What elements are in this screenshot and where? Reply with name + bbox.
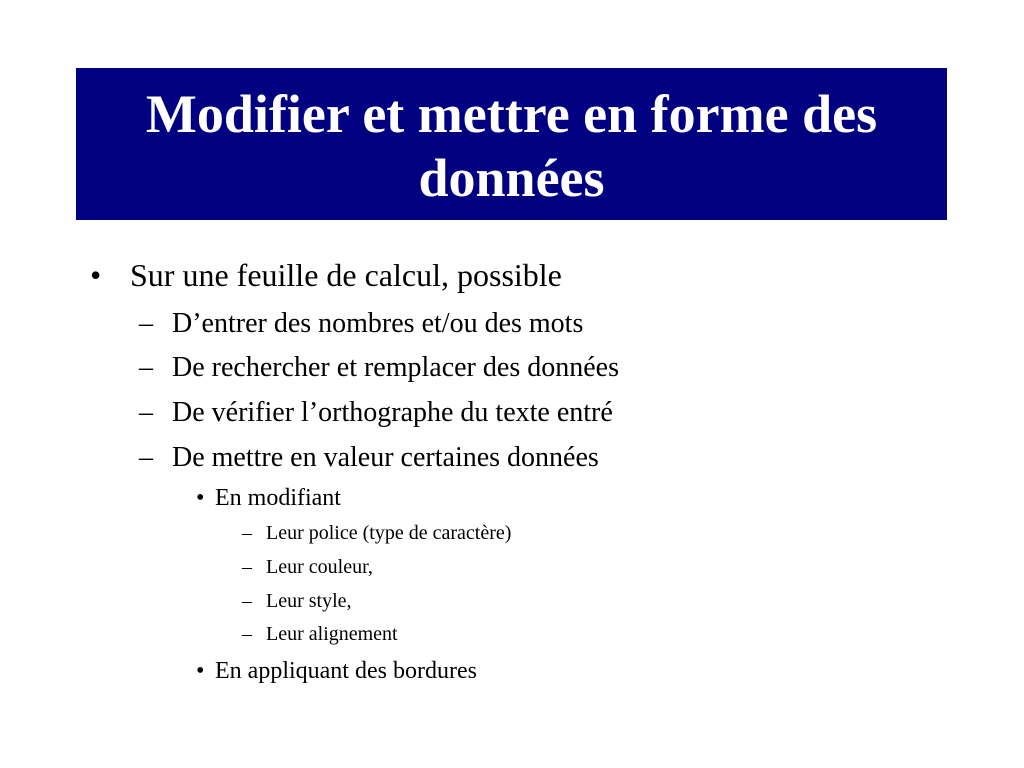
bullet-marker: • — [196, 485, 205, 511]
list-item — [242, 555, 373, 579]
bullet-marker: • — [196, 658, 205, 684]
bullet-marker: • — [90, 257, 102, 293]
list-item — [90, 256, 562, 294]
list-item — [139, 351, 619, 385]
list-item-text: Leur alignement — [266, 623, 398, 645]
dash-marker: – — [139, 397, 153, 428]
list-item-text: D’entrer des nombres et/ou des mots — [172, 308, 584, 339]
dash-marker: – — [242, 623, 252, 645]
dash-marker: – — [139, 442, 153, 473]
dash-marker: – — [139, 308, 153, 339]
list-item — [139, 441, 599, 475]
list-item — [196, 657, 477, 685]
list-item — [242, 622, 398, 646]
dash-marker: – — [139, 352, 153, 383]
list-item — [139, 307, 583, 341]
list-item-text: De mettre en valeur certaines données — [172, 442, 599, 473]
dash-marker: – — [242, 590, 252, 612]
list-item-text: Leur style, — [266, 590, 352, 612]
slide-title-line-2: données — [418, 148, 605, 208]
list-item — [139, 396, 613, 430]
dash-marker: – — [242, 556, 252, 578]
slide-title-line-1: Modifier et mettre en forme des — [145, 84, 878, 144]
dash-marker: – — [242, 522, 252, 544]
list-item-text: En appliquant des bordures — [215, 658, 477, 684]
list-item — [242, 589, 352, 613]
list-item — [242, 521, 511, 545]
list-item-text: Leur couleur, — [266, 556, 373, 578]
list-item — [196, 484, 341, 512]
list-item-text: Sur une feuille de calcul, possible — [130, 257, 562, 293]
list-item-text: Leur police (type de caractère) — [266, 522, 512, 544]
list-item-text: En modifiant — [215, 485, 341, 511]
list-item-text: De rechercher et remplacer des données — [172, 352, 619, 383]
list-item-text: De vérifier l’orthographe du texte entré — [172, 397, 613, 428]
